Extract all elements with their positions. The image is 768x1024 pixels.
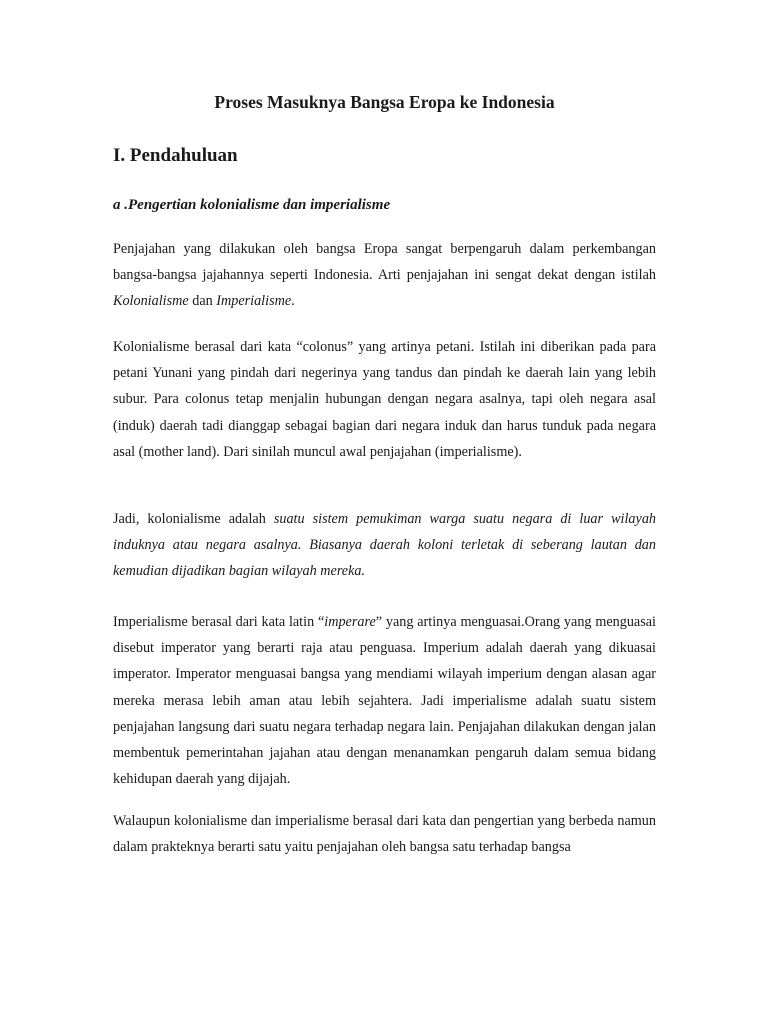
term-imperialisme: Imperialisme: [216, 293, 292, 310]
term-kolonialisme: Kolonialisme: [113, 293, 189, 310]
paragraph-text: .: [291, 293, 295, 310]
paragraph-imperialisme: [113, 609, 656, 792]
paragraph-text: dan: [188, 293, 217, 310]
section-heading: I. Pendahuluan: [113, 145, 238, 166]
term-imperare: imperare: [324, 614, 376, 630]
paragraph-text: ” yang artinya menguasai.Orang yang menguasai disebut imperator yang berarti raja atau penguasa. Imperium adalah daerah yang dikuasai imperator. Imperator menguasai bangsa yang mendiami wilayah imperium dengan alasan agar mereka merasa lebih aman atau lebih sejahtera. Jadi imperialisme adalah suatu sistem penjajahan langsung dari suatu negara terhadap negara lain. Penjajahan dilakukan dengan jalan membentuk pemerintahan jajahan atau dengan menanamkan pengaruh dalam semua bidang kehidupan daerah yang dijajah.: [113, 614, 656, 788]
paragraph-definition: [113, 506, 656, 585]
paragraph-kolonialisme: Kolonialisme berasal dari kata “colonus” yang artinya petani. Istilah ini diberikan pada para petani Yunani yang pindah dari negerinya yang tandus dan pindah ke daerah lain yang lebih subur. Para colonus tetap menjalin hubungan dengan negara asalnya, tapi oleh negara asal (induk) daerah tadi dianggap sebagai bagian dari negara induk dan harus tunduk pada negara asal (mother land). Dari sinilah muncul awal penjajahan (imperialisme).: [113, 339, 656, 460]
definition-text: suatu sistem pemukiman warga suatu negara di luar wilayah induknya atau negara asalnya. Biasanya daerah koloni terletak di seberang lautan dan kemudian dijadikan bagian wilayah mereka.: [113, 511, 657, 580]
sub-heading: a .Pengertian kolonialisme dan imperialisme: [113, 197, 391, 213]
paragraph-text: Penjajahan yang dilakukan oleh bangsa Eropa sangat berpengaruh dalam perkembangan bangsa-bangsa jajahannya seperti Indonesia. Arti penjajahan ini sengat dekat dengan istilah: [113, 241, 656, 284]
paragraph-text: Jadi, kolonialisme adalah: [113, 511, 274, 527]
paragraph-walaupun: Walaupun kolonialisme dan imperialisme berasal dari kata dan pengertian yang berbeda namun dalam prakteknya berarti satu yaitu penjajahan oleh bangsa satu terhadap bangsa: [113, 813, 656, 856]
paragraph-intro: [113, 236, 656, 315]
paragraph-text: Imperialisme berasal dari kata latin “: [113, 614, 325, 630]
document-title: Proses Masuknya Bangsa Eropa ke Indonesia: [214, 92, 555, 112]
